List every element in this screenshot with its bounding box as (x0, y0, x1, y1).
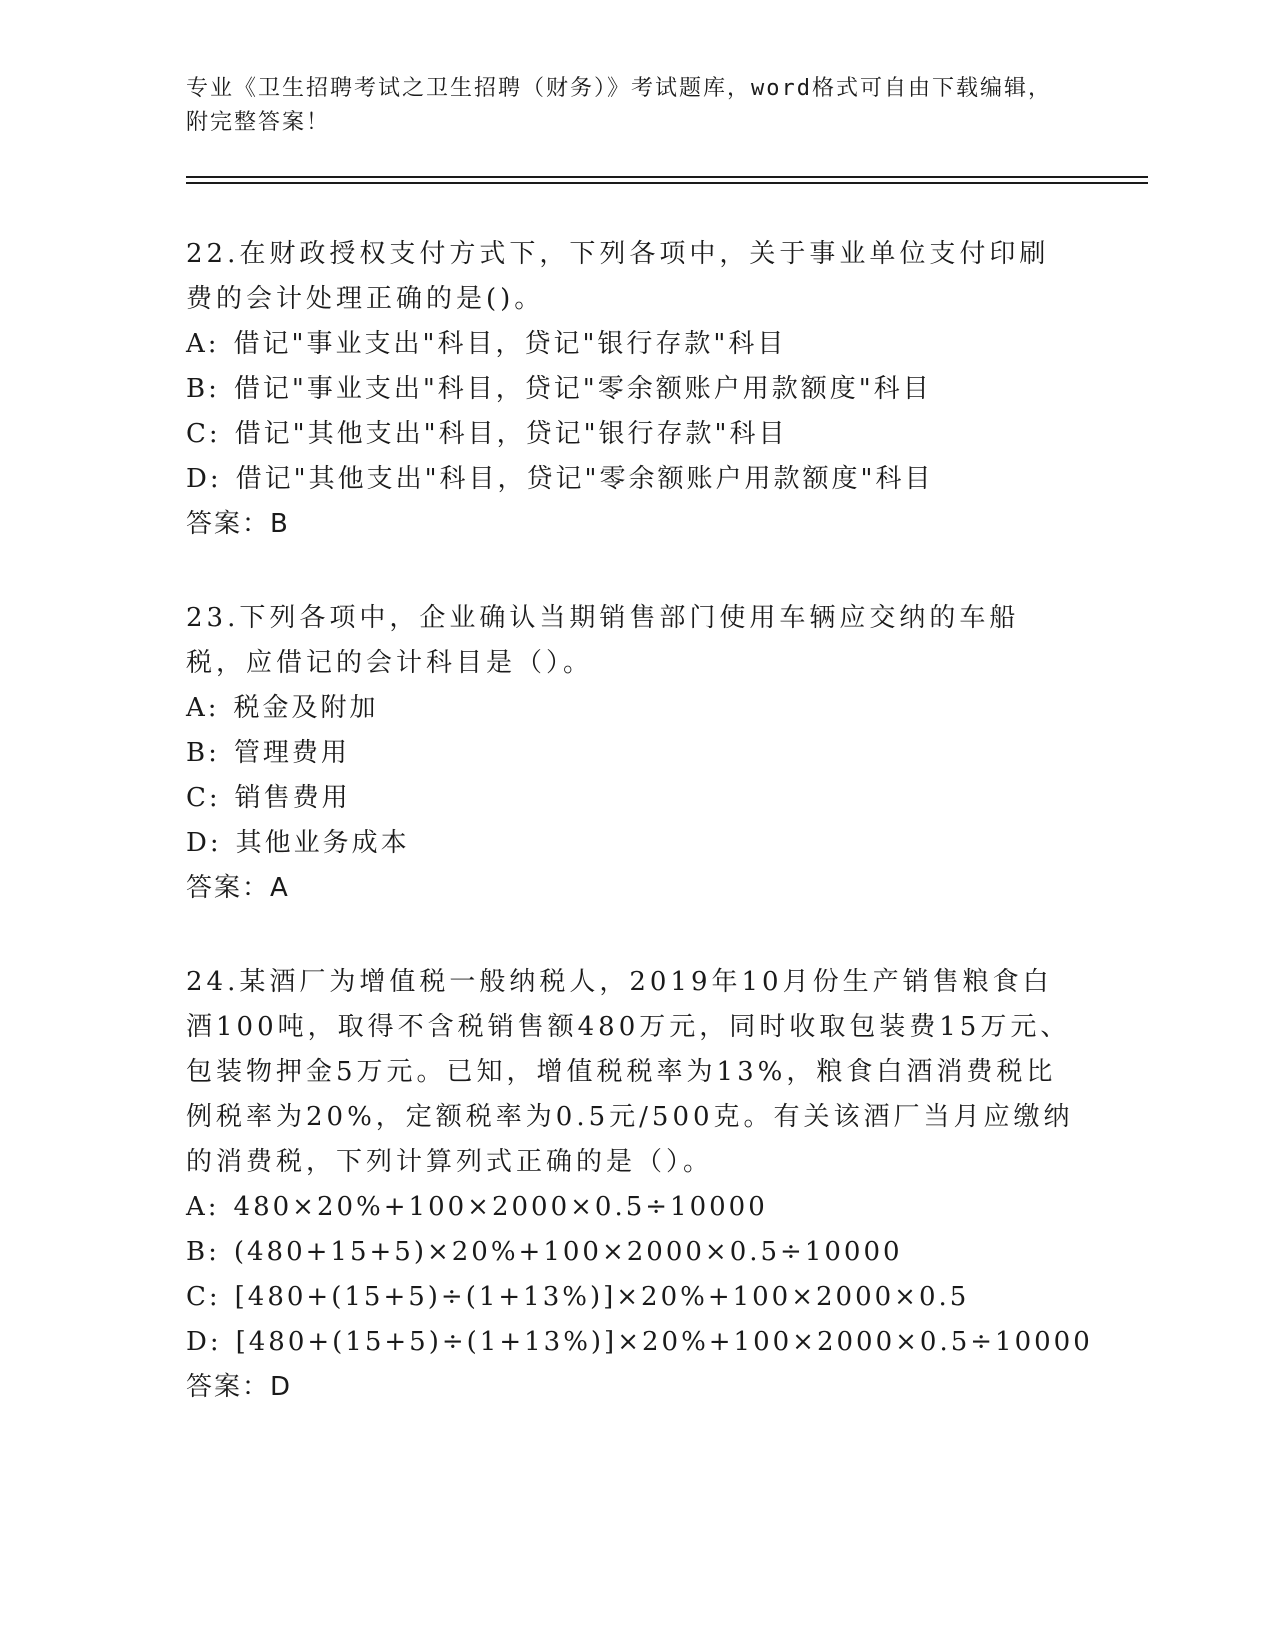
option-label: A: (186, 693, 220, 723)
option-d (186, 821, 1076, 866)
option-text: 税金及附加 (233, 693, 379, 723)
question-24 (186, 960, 1093, 1410)
option-b (186, 367, 1076, 412)
option-c (186, 412, 1076, 457)
option-text: 其他业务成本 (235, 828, 410, 858)
option-label: C: (186, 1282, 221, 1312)
option-d (186, 1320, 1093, 1365)
option-text: 借记"事业支出"科目，贷记"银行存款"科目 (233, 329, 787, 359)
answer-line: 答案：A (186, 873, 290, 903)
option-a (186, 322, 1076, 367)
option-label: B: (186, 738, 220, 768)
option-text: [480+(15+5)÷(1+13%)]×20%+100×2000×0.5÷10000 (235, 1327, 1093, 1357)
option-label: A: (186, 329, 220, 359)
option-a (186, 686, 1076, 731)
option-text: 借记"其他支出"科目，贷记"零余额账户用款额度"科目 (235, 464, 934, 494)
header-divider-top (186, 176, 1148, 178)
option-text: 借记"其他支出"科目，贷记"银行存款"科目 (234, 419, 788, 449)
answer-line: 答案：B (186, 509, 290, 539)
option-label: C: (186, 783, 221, 813)
question-23 (186, 596, 1076, 911)
header-divider-bottom (186, 182, 1148, 184)
option-a (186, 1185, 1076, 1230)
option-text: 管理费用 (233, 738, 350, 768)
answer-line: 答案：D (186, 1372, 293, 1402)
option-text: (480+15+5)×20%+100×2000×0.5÷10000 (233, 1237, 903, 1267)
option-text: 销售费用 (234, 783, 351, 813)
question-text: 23.下列各项中，企业确认当期销售部门使用车辆应交纳的车船税，应借记的会计科目是（）。 (186, 603, 1020, 678)
option-b (186, 1230, 1076, 1275)
option-label: D: (186, 464, 222, 494)
option-label: D: (186, 1327, 222, 1357)
option-text: [480+(15+5)÷(1+13%)]×20%+100×2000×0.5 (234, 1282, 970, 1312)
document-header: 专业《卫生招聘考试之卫生招聘（财务）》考试题库，word格式可自由下载编辑，附完整答案！ (186, 76, 1052, 135)
question-text: 22.在财政授权支付方式下，下列各项中，关于事业单位支付印刷费的会计处理正确的是()。 (186, 239, 1050, 314)
option-label: A: (186, 1192, 220, 1222)
option-d (186, 457, 1076, 502)
option-c (186, 776, 1076, 821)
option-b (186, 731, 1076, 776)
option-label: C: (186, 419, 221, 449)
option-c (186, 1275, 1076, 1320)
question-text: 24.某酒厂为增值税一般纳税人，2019年10月份生产销售粮食白酒100吨，取得不含税销售额480万元，同时收取包装费15万元、包装物押金5万元。已知，增值税税率为13%，粮食白酒消费税比例税率为20%，定额税率为0.5元/500克。有关该酒厂当月应缴纳的消费税，下列计算列式正确的是（）。 (186, 967, 1074, 1177)
option-text: 480×20%+100×2000×0.5÷10000 (233, 1192, 768, 1222)
option-text: 借记"事业支出"科目，贷记"零余额账户用款额度"科目 (233, 374, 932, 404)
option-label: D: (186, 828, 222, 858)
option-label: B: (186, 374, 220, 404)
option-label: B: (186, 1237, 220, 1267)
question-22 (186, 232, 1076, 547)
